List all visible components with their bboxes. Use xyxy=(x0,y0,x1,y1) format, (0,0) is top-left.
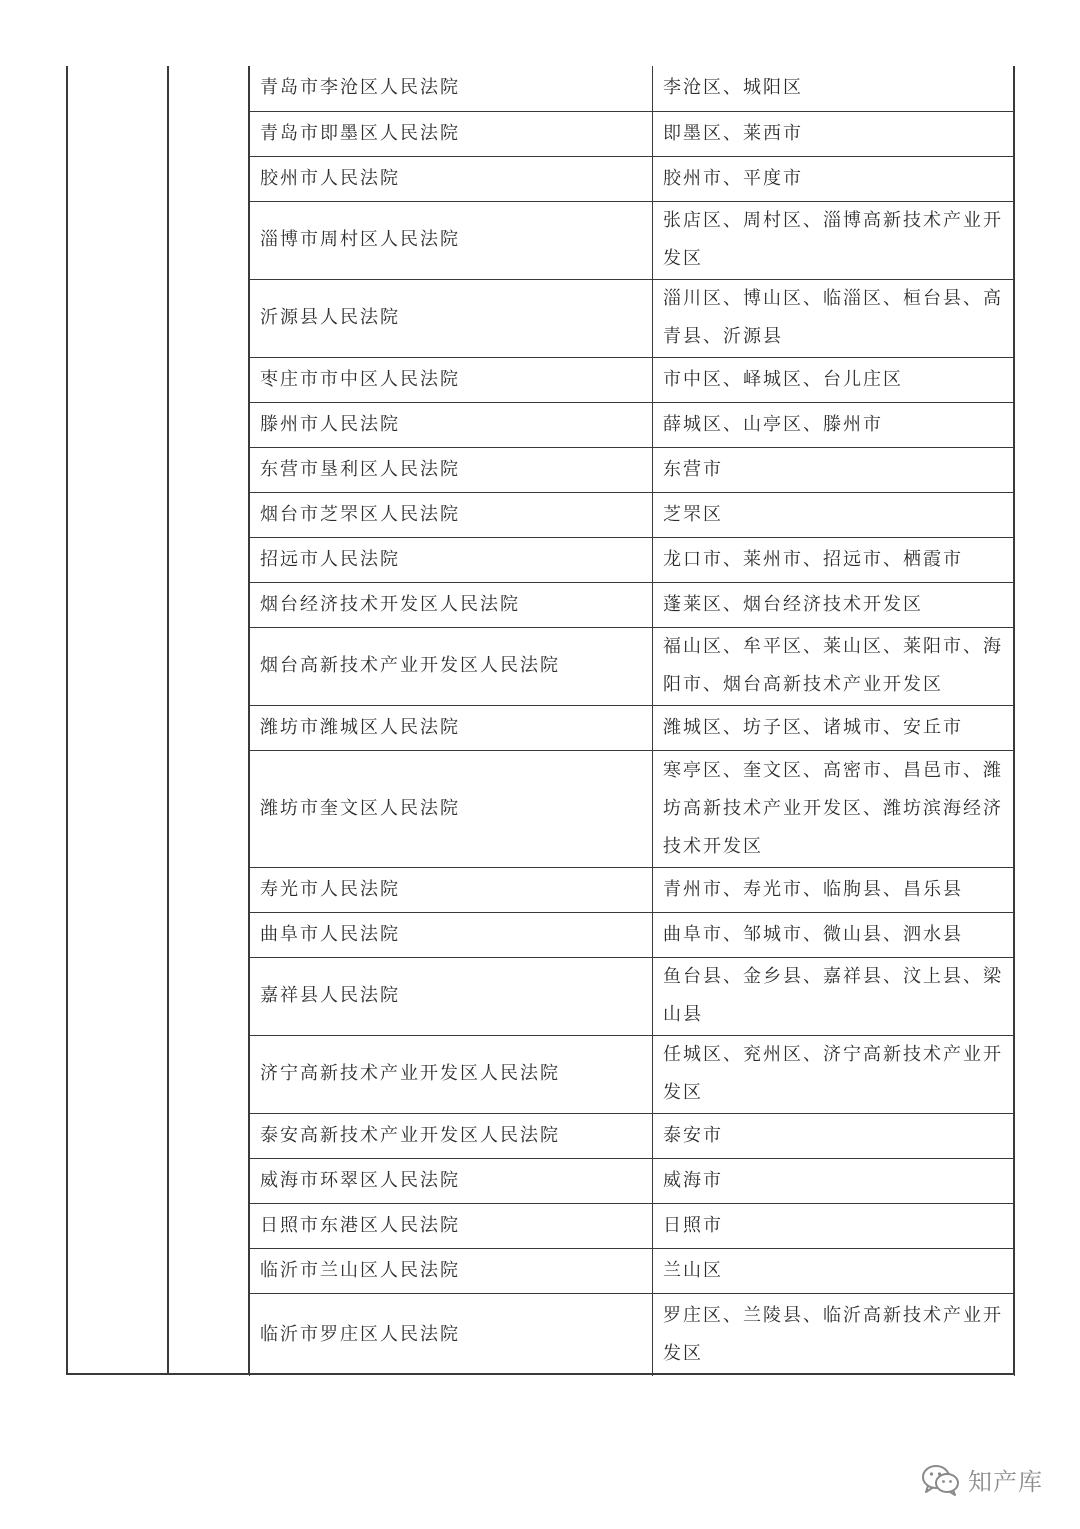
table-row xyxy=(250,492,1015,537)
wechat-icon xyxy=(920,1463,962,1497)
table-row xyxy=(250,627,1015,705)
jurisdiction-area-cell: 蓬莱区、烟台经济技术开发区 xyxy=(653,582,1015,627)
jurisdiction-area-cell: 薛城区、山亭区、滕州市 xyxy=(653,402,1015,447)
jurisdiction-area-cell: 市中区、峄城区、台儿庄区 xyxy=(653,357,1015,402)
court-name-cell: 威海市环翠区人民法院 xyxy=(250,1158,653,1203)
court-name-cell: 烟台经济技术开发区人民法院 xyxy=(250,582,653,627)
court-name-cell: 临沂市兰山区人民法院 xyxy=(250,1248,653,1293)
jurisdiction-area-cell: 日照市 xyxy=(653,1203,1015,1248)
jurisdiction-area-cell: 任城区、兖州区、济宁高新技术产业开发区 xyxy=(653,1035,1015,1113)
jurisdiction-area-cell: 威海市 xyxy=(653,1158,1015,1203)
jurisdiction-area-cell: 青州市、寿光市、临朐县、昌乐县 xyxy=(653,867,1015,912)
table-left-border xyxy=(66,66,68,1375)
court-name-cell: 青岛市即墨区人民法院 xyxy=(250,111,653,156)
court-name-cell: 潍坊市奎文区人民法院 xyxy=(250,750,653,867)
jurisdiction-area-cell: 胶州市、平度市 xyxy=(653,156,1015,201)
court-name-cell: 日照市东港区人民法院 xyxy=(250,1203,653,1248)
jurisdiction-area-cell: 曲阜市、邹城市、微山县、泗水县 xyxy=(653,912,1015,957)
court-name-cell: 潍坊市潍城区人民法院 xyxy=(250,705,653,750)
table-row xyxy=(250,912,1015,957)
table-row xyxy=(250,1035,1015,1113)
table-row xyxy=(250,279,1015,357)
court-name-cell: 济宁高新技术产业开发区人民法院 xyxy=(250,1035,653,1113)
jurisdiction-area-cell: 罗庄区、兰陵县、临沂高新技术产业开发区 xyxy=(653,1293,1015,1376)
table-row xyxy=(250,750,1015,867)
table-row xyxy=(250,402,1015,447)
court-name-cell: 临沂市罗庄区人民法院 xyxy=(250,1293,653,1376)
watermark xyxy=(920,1462,1043,1497)
court-name-cell: 曲阜市人民法院 xyxy=(250,912,653,957)
table-row xyxy=(250,582,1015,627)
table-row xyxy=(250,357,1015,402)
table-row xyxy=(250,111,1015,156)
table-row xyxy=(250,867,1015,912)
court-name-cell: 泰安高新技术产业开发区人民法院 xyxy=(250,1113,653,1158)
jurisdiction-area-cell: 东营市 xyxy=(653,447,1015,492)
court-name-cell: 嘉祥县人民法院 xyxy=(250,957,653,1035)
jurisdiction-area-cell: 淄川区、博山区、临淄区、桓台县、高青县、沂源县 xyxy=(653,279,1015,357)
court-name-cell: 枣庄市市中区人民法院 xyxy=(250,357,653,402)
court-name-cell: 淄博市周村区人民法院 xyxy=(250,201,653,279)
court-name-cell: 寿光市人民法院 xyxy=(250,867,653,912)
table-row xyxy=(250,1248,1015,1293)
watermark-text: 知产库 xyxy=(968,1468,1043,1496)
table-row xyxy=(250,156,1015,201)
column-divider-1 xyxy=(167,66,169,1375)
table-row xyxy=(250,705,1015,750)
jurisdiction-area-cell: 即墨区、莱西市 xyxy=(653,111,1015,156)
court-name-cell: 青岛市李沧区人民法院 xyxy=(250,66,653,111)
jurisdiction-area-cell: 张店区、周村区、淄博高新技术产业开发区 xyxy=(653,201,1015,279)
court-name-cell: 沂源县人民法院 xyxy=(250,279,653,357)
table-row xyxy=(250,1203,1015,1248)
court-name-cell: 招远市人民法院 xyxy=(250,537,653,582)
jurisdiction-area-cell: 龙口市、莱州市、招远市、栖霞市 xyxy=(653,537,1015,582)
table-row xyxy=(250,66,1015,111)
jurisdiction-area-cell: 李沧区、城阳区 xyxy=(653,66,1015,111)
court-name-cell: 胶州市人民法院 xyxy=(250,156,653,201)
jurisdiction-area-cell: 潍城区、坊子区、诸城市、安丘市 xyxy=(653,705,1015,750)
table-row xyxy=(250,447,1015,492)
court-name-cell: 烟台市芝罘区人民法院 xyxy=(250,492,653,537)
table-row xyxy=(250,1158,1015,1203)
jurisdiction-area-cell: 兰山区 xyxy=(653,1248,1015,1293)
jurisdiction-area-cell: 芝罘区 xyxy=(653,492,1015,537)
table-row xyxy=(250,1113,1015,1158)
court-name-cell: 滕州市人民法院 xyxy=(250,402,653,447)
jurisdiction-area-cell: 泰安市 xyxy=(653,1113,1015,1158)
table-row xyxy=(250,957,1015,1035)
court-name-cell: 烟台高新技术产业开发区人民法院 xyxy=(250,627,653,705)
court-name-cell: 东营市垦利区人民法院 xyxy=(250,447,653,492)
court-jurisdiction-table xyxy=(249,66,1015,1376)
jurisdiction-area-cell: 福山区、牟平区、莱山区、莱阳市、海阳市、烟台高新技术产业开发区 xyxy=(653,627,1015,705)
table-row xyxy=(250,537,1015,582)
jurisdiction-area-cell: 寒亭区、奎文区、高密市、昌邑市、潍坊高新技术产业开发区、潍坊滨海经济技术开发区 xyxy=(653,750,1015,867)
table-row xyxy=(250,1293,1015,1376)
jurisdiction-area-cell: 鱼台县、金乡县、嘉祥县、汶上县、梁山县 xyxy=(653,957,1015,1035)
table-row xyxy=(250,201,1015,279)
